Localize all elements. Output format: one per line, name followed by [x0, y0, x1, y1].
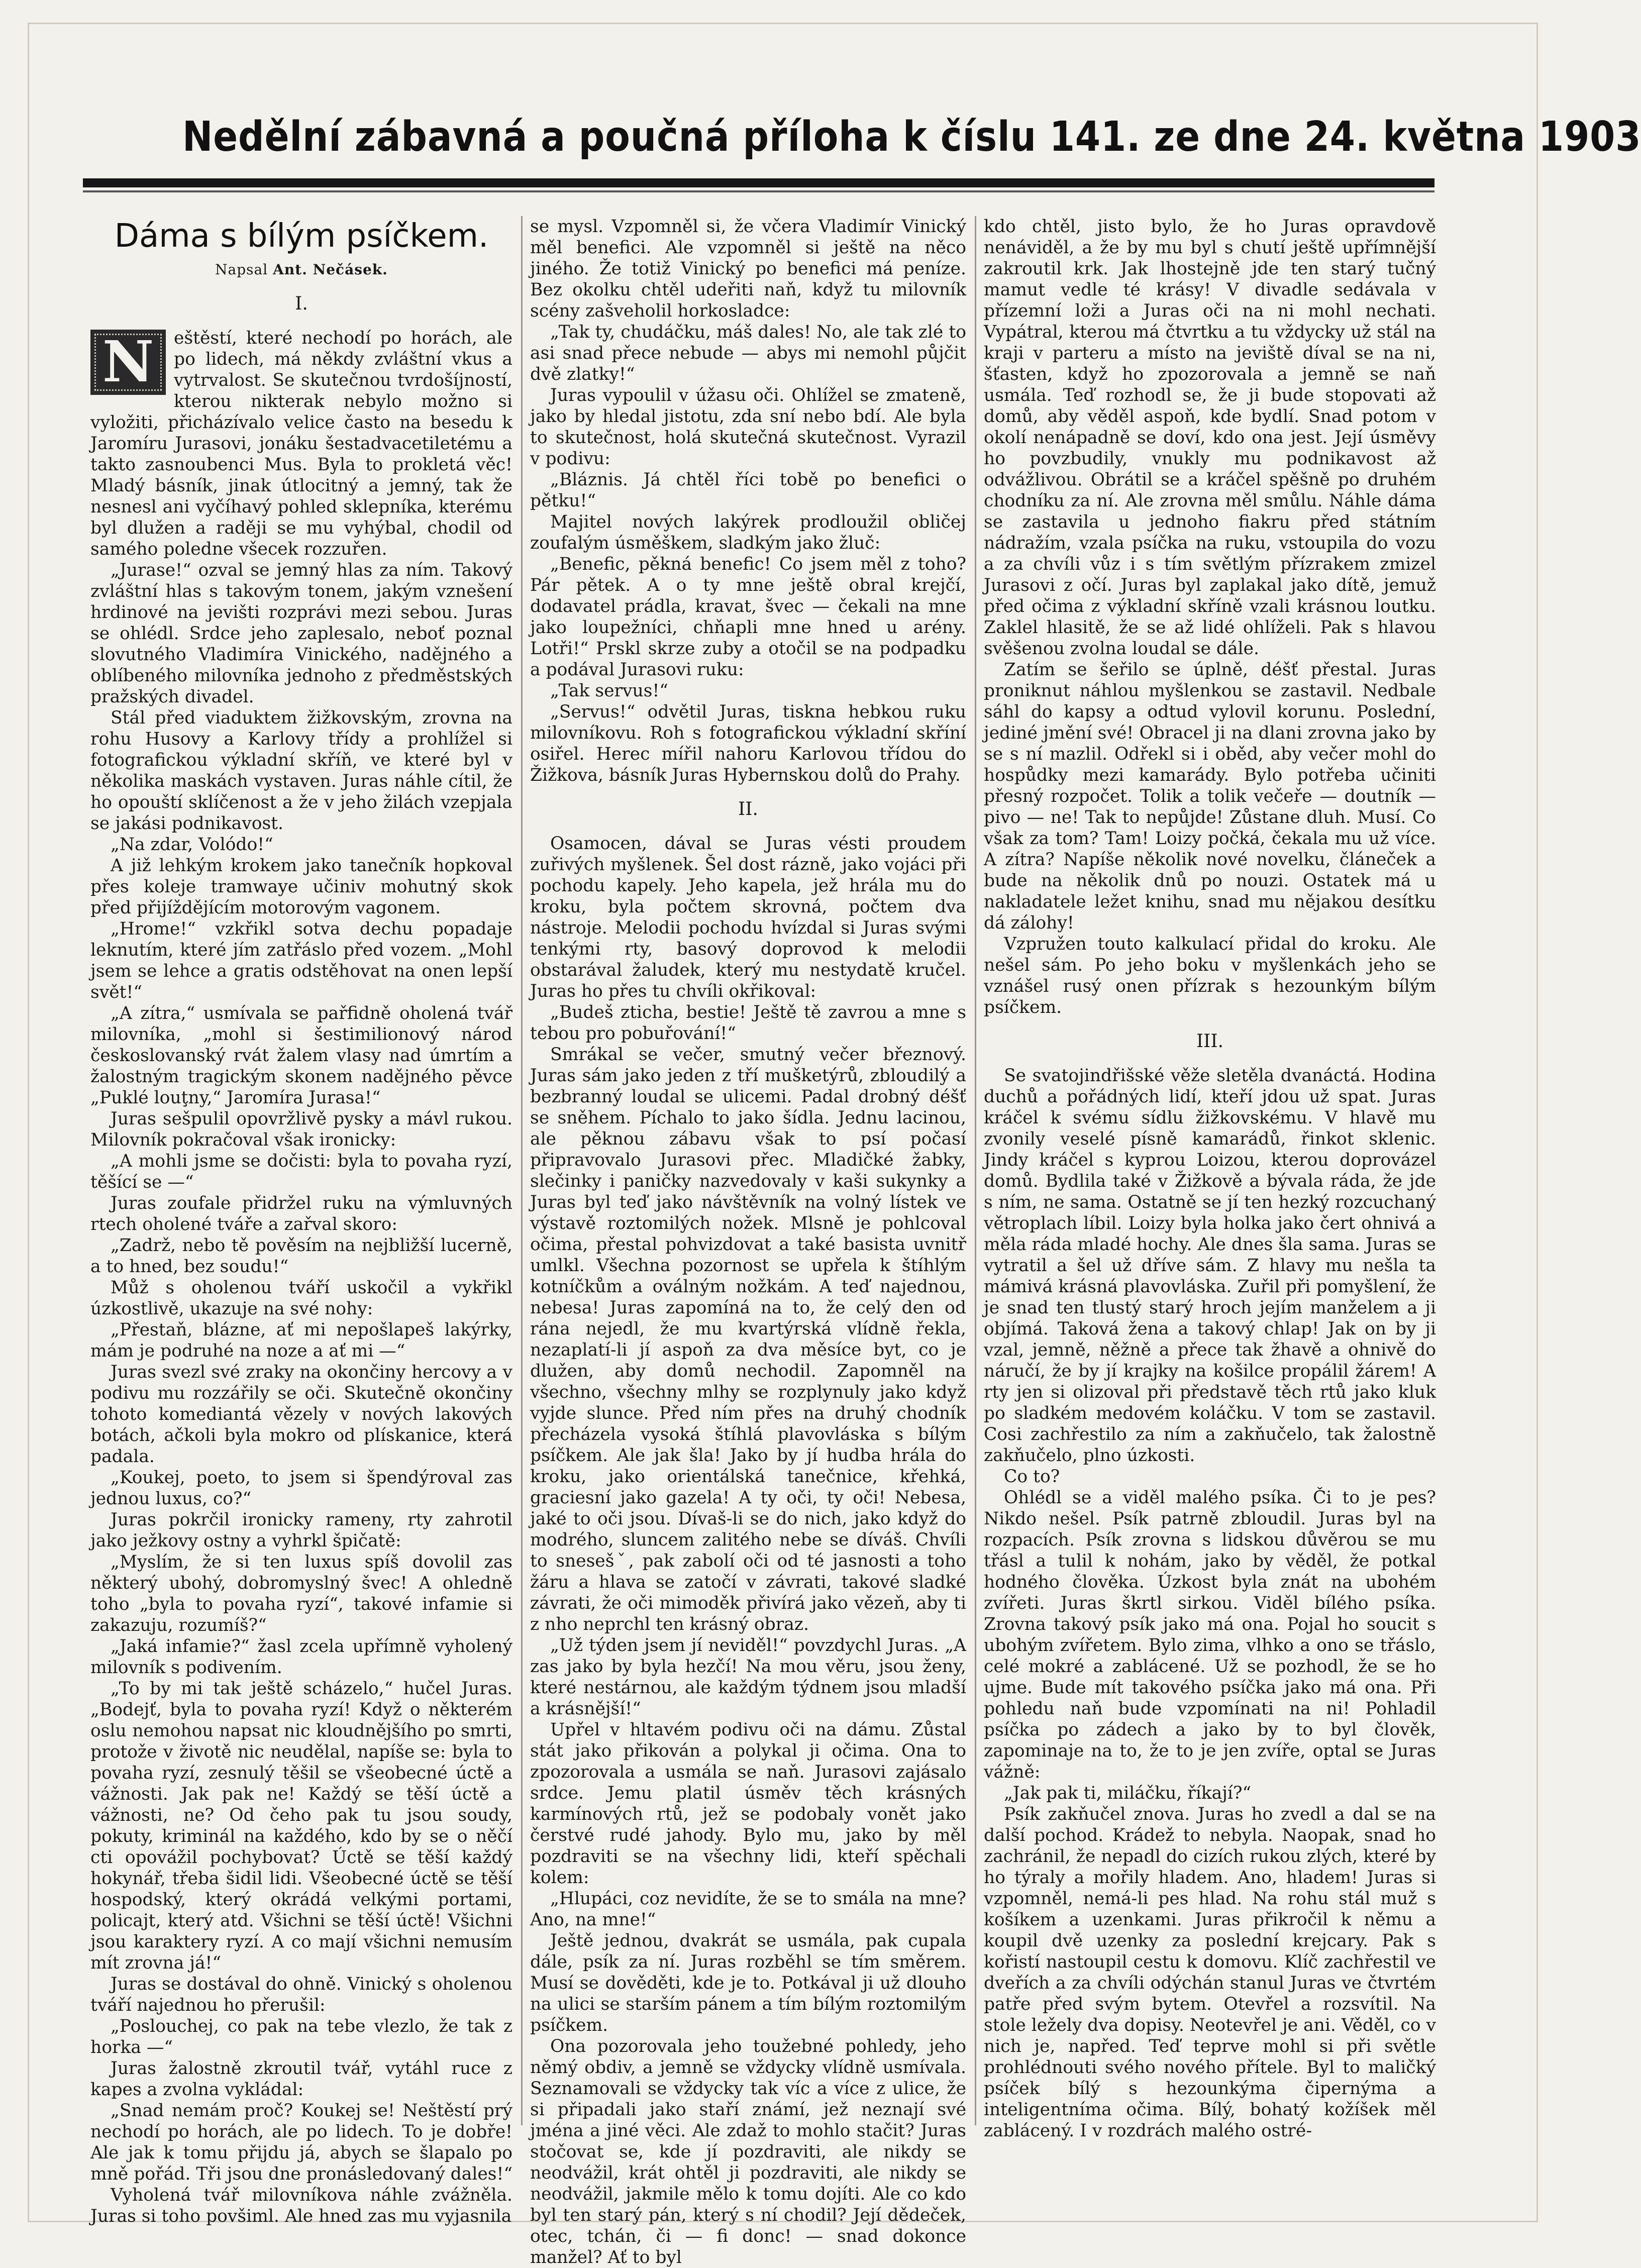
paragraph: Juras svezl své zraky na okončiny hercovy a v podivu mu rozzářily se oči. Skutečně okončiny tohoto komediantá vězely v nových lakových botách, ačkoli byla mokro od plískanice, která padala.	[90, 1362, 512, 1467]
masthead: Nedělní zábavná a poučná příloha k číslu 141. ze dne 24. května 1903	[182, 113, 1641, 161]
paragraph: Ohlédl se a viděl malého psíka. Či to je pes? Nikdo nešel. Psík patrně zbloudil. Juras byl na rozpacích. Psík zrovna s lidskou důvěrou se mu třásl a tulil k nohám, jako by věděl, že potkal hodného člověka. Úzkost byla znát na ubohém zvířeti. Juras škrtl sirkou. Viděl bílého psíka. Zrovna takový psík jako má ona. Pojal ho soucit s ubohým zvířetem. Bylo zima, vlhko a ono se třáslo, celé mokré a zablácené. Už se pozhodl, že se ho ujme. Bude mít takového psíčka jako má ona. Při pohledu naň bude vzpomínati na ni! Pohladil psíčka po zádech a jako by to byl člověk, zapominaje na to, že to je jen zvíře, optal se Juras vážně:	[984, 1488, 1436, 1782]
paragraph: Juras žalostně zkroutil tvář, vytáhl ruce z kapes a zvolna vykládal:	[90, 2058, 512, 2100]
paragraph: „Snad nemám proč? Koukej se! Neštěstí prý nechodí po horách, ale po lidech. To je dobře! Ale jak k tomu přijdu já, abych se šlapalo po mně pořád. Tři jsou dne pronásledovaný dales!“	[90, 2101, 512, 2184]
paragraph: „Zadrž, nebo tě pověsím na nejbližší lucerně, a to hned, bez soudu!“	[90, 1235, 512, 1277]
paragraph: „Hlupáci, coz nevidíte, že se to smála na mne? Ano, na mne!“	[530, 1889, 966, 1930]
paragraph: Se svatojindřišské věže sletěla dvanáctá. Hodina duchů a pořádných lidí, kteří jdou už spat. Juras kráčel k svému sídlu žižkovskému. V hlavě mu zvonily veselé písně kamarádů, řinkot sklenic. Jindy kráčel s kyprou Loizou, kterou doprovázel domů. Bydlila také v Žižkově a bývala ráda, že jde s ním, ne sama. Ostatně se jí ten hezký rozcuchaný větroplach líbil. Loizy byla holka jako čert ohnivá a měla ráda mladé hochy. Ale dnes šla sama. Juras se vytratil a šel už dříve sám. Z hlavy mu nešla ta mámivá krásná plavovláska. Zuřil při pomyšlení, že je snad ten tlustý starý hroch jejím manželem a ji objímá. Taková žena a takový chlap! Jak on by ji vzal, jemně, něžně a přece tak žhavě a ohnivě do náručí, že by jí krajky na košilce propálil žárem! A rty jen si olizoval při představě těch rtů jako kluk po sladkém medovém koláčku. V tom se zastavil. Cosi zachřestilo za ním a zakňučelo, tak žalostně zakňučelo, plno úzkosti.	[984, 1066, 1436, 1466]
section-heading: I.	[295, 293, 308, 314]
paragraph: Juras sešpulil opovržlivě pysky a mávl rukou. Milovník pokračoval však ironicky:	[90, 1109, 512, 1150]
paragraph: „Koukej, poeto, to jsem si špendýroval zas jednou luxus, co?“	[90, 1468, 512, 1509]
paragraph: Upřel v hltavém podivu oči na dámu. Zůstal stát jako přikován a polykal ji očima. Ona to zpozorovala a usmála se naň. Jurasovi zajásalo srdce. Jemu platil úsměv těch krásných karmínových rtů, jež se podobaly vonět jako čerstvé rudé jahody. Bylo mu, jako by měl pozdraviti se na všechny lidi, kteří spěchali kolem:	[530, 1720, 966, 1888]
column-2-part-a	[530, 216, 966, 786]
section-heading: II.	[738, 799, 758, 819]
column-divider-1	[521, 216, 523, 2125]
paragraph: se mysl. Vzpomněl si, že včera Vladimír Vinický měl benefici. Ale vzpomněl si ještě na něco jiného. Že totiž Vinický po benefici má peníze. Bez okolku chtěl udeřiti naň, když tu milovník scény zašveholil horkosladce:	[530, 217, 966, 321]
column-2-part-b	[530, 833, 966, 2268]
paragraph: Vzpružen touto kalkulací přidal do kroku. Ale nešel sám. Po jeho boku v myšlenkách jeho se vznášel rusý onen přízrak s hezounkým bílým psíčkem.	[984, 934, 1436, 1017]
paragraph: „Hrome!“ vzkřikl sotva dechu popadaje leknutím, které jím zatřáslo před vozem. „Mohl jsem se lehce a gratis odstěhovat na onen lepší svět!“	[90, 919, 512, 1002]
paragraph: „Benefic, pěkná benefic! Co jsem měl z toho? Pár pětek. A o ty mne ještě obral krejčí, dodavatel prádla, kravat, švec — čekali na mne jako loupežníci, chňapli mne hned u arény. Lotři!“ Prskl skrze zuby a otočil se na podpadku a podával Jurasovi ruku:	[530, 554, 966, 680]
article-title: Dáma s bílým psíčkem.	[114, 218, 489, 255]
paragraph: eštěstí, které nechodí po horách, ale po lidech, má někdy zvláštní vkus a vytrvalost. Se skutečnou tvrdošíjností, kterou nikterak nebylo možno si vyložiti, přicházívalo velice často na besedu k Jaromíru Jurasovi, jonáku šestadvacetiletému a takto zasnoubenci Mus. Byla to prokletá věc! Mladý básník, jinak útlocitný a jemný, tak že nesnesl ani vyčíhavý pohled sklepníka, kterému byl dlužen a raději se mu vyhýbal, chodil od samého poledne všecek rozzuřen.	[90, 328, 512, 559]
paragraph: Majitel nových lakýrek prodloužil obličej zoufalým úsměškem, sladkým jako žluč:	[530, 512, 966, 553]
column-3-part-a	[984, 216, 1436, 1018]
drop-cap-letter: N	[102, 329, 154, 395]
paragraph: Zatím se šeřilo se úplně, déšť přestal. Juras proniknut náhlou myšlenkou se zastavil. Nedbale sáhl do kapsy a odtud vylovil korunu. Poslední, jediné jmění své! Obracel ji na dlani zrovna jako by se s ní mazlil. Odřekl si i oběd, aby večer mohl do hospůdky mezi kamarády. Bylo potřeba učiniti přesný rozpočet. Tolik a tolik večeře — doutník — pivo — ne! Tak to nepůjde! Zůstane dluh. Musí. Co však za tom? Tam! Loizy počká, čekala mu už více. A zítra? Napíše několik nové novelku, článeček a bude na několik dnů po nouzi. Ostatek má u nakladatele ležet knihu, snad mu nějakou desítku dá zálohy!	[984, 660, 1436, 933]
paragraph: „Tak ty, chudáčku, máš dales! No, ale tak zlé to asi snad přece nebude — abys mi nemohl půjčit dvě zlatky!“	[530, 322, 966, 384]
paragraph: „A mohli jsme se dočisti: byla to povaha ryzí, těšící se —“	[90, 1151, 512, 1192]
paragraph: „Myslím, že si ten luxus spíš dovolil zas některý ubohý, dobromyslný švec! A ohledně toho „byla to povaha ryzí“, takové infamie si zakazuju, rozumíš?“	[90, 1552, 512, 1635]
paragraph: „Jak pak ti, miláčku, říkají?“	[1004, 1783, 1252, 1803]
byline-author: Ant. Nečásek.	[273, 261, 388, 278]
masthead-rule-thin	[83, 190, 1434, 192]
paragraph: Juras se dostával do ohně. Vinický s oholenou tváří najednou ho přerušil:	[90, 1974, 512, 2015]
paragraph: „A zítra,“ usmívala se pařfidně oholená tvář milovníka, „mohl si šestimilionový národ českoslovanský rvát žalem vlasy nad úmrtím a žalostným tragickým skonem nadějného pěvce „Puklé louţny,“ Jaromíra Jurasa!“	[90, 1003, 512, 1108]
paragraph: „Servus!“ odvětil Juras, tiskna hebkou ruku milovníkovu. Roh s fotografickou výkladní skříní osiřel. Herec mířil nahoru Karlovou třídou do Žižkova, básník Juras Hybernskou dolů do Prahy.	[530, 702, 966, 785]
column-divider-2	[975, 216, 976, 2125]
column-3-part-b	[984, 1065, 1436, 2141]
byline-prefix: Napsal	[215, 261, 268, 278]
section-heading: III.	[1196, 1031, 1224, 1052]
paragraph: „Jurase!“ ozval se jemný hlas za ním. Takový zvláštní hlas s takovým tonem, jakým vznešení hrdinové na jevišti rozprávi mezi sebou. Juras se ohlédl. Srdce jeho zaplesalo, neboť poznal slovutného Vladimíra Vinického, nadějného a oblíbeného milovníka jednoho z předměstských pražských divadel.	[90, 560, 512, 707]
column-2	[530, 216, 966, 2267]
paragraph: Ona pozorovala jeho toužebné pohledy, jeho němý obdiv, a jemně se vždycky vlídně usmívala. Seznamovali se vždycky tak víc a více z ulice, že si připadali jako staří známí, jež neznají své jména a jiné věci. Ale zdaž to mohlo stačit? Juras stočovat se, kde jí pozdraviti, ale nikdy se neodvážil, krát ohtěl ji pozdraviti, ale nikdy se neodvážil, jakmile mělo k tomu dojíti. Ale co kdo byl ten starý pán, který s ní chodil? Její dědeček, otec, tchán, či — fi donc! — snad dokonce manžel? Ať to byl	[530, 2036, 966, 2267]
paragraph: „Budeš zticha, bestie! Ještě tě zavrou a mne s tebou pro pobuřování!“	[530, 1002, 966, 1044]
paragraph: „Jaká infamie?“ žasl zcela upřímně vyholený milovník s podivením.	[90, 1636, 512, 1678]
paragraph: Vyholená tvář milovníkova náhle zvážněla. Juras si toho povšiml. Ale hned zas mu vyjasnila	[90, 2185, 512, 2226]
paragraph: Ještě jednou, dvakrát se usmála, pak cupala dále, psík za ní. Juras rozběhl se tím směrem. Musí se dověděti, kde je to. Potkával ji už dlouho na ulici se starším pánem a tím bílým roztomilým psíčkem.	[530, 1931, 966, 2035]
paragraph: Smrákal se večer, smutný večer březnový. Juras sám jako jeden z tří mušketýrů, zbloudilý a bezbranný loudal se ulicemi. Padal drobný déšť se sněhem. Píchalo to jako šídla. Jednu lacinou, ale pěknou zábavu však to psí počasí připravovalo Jurasovi přec. Mladičké žabky, slečinky i paničky nazvedovaly v kaši sukynky a Juras byl teď jako návštěvník na volný lístek ve výstavě roztomilých nožek. Mlsně je pohlcoval očima, přestal pohvizdovat a také basista uvnitř umlkl. Všechna pozornost se upřela k štíhlým kotníčkům a oválným nožkám. A teď najednou, nebesa! Juras zapomíná na to, že celý den od rána nejedl, že mu kvartýrská vlídně řekla, nezaplatí-li jí aspoň za dva měsíce byt, co je dlužen, aby domů nechodil. Zapomněl na všechno, všechny mlhy se rozplynuly jako když vyjde slunce. Před ním přes na druhý chodník přecházela vysoká štíhlá plavovláska s bílým psíčkem. Ale jak šla! Jako by jí hudba hrála do kroku, jako orientálská tanečnice, křehká, graciesní jako gazela! A ty oči, ty oči! Nebesa, jaké to oči jsou. Dívaš-li se do nich, jako když do modrého, sluncem zalitého nebe se díváš. Chvíli to snesešˇ, pak zabolí oči od té jasnosti a toho žáru a hlava se zatočí v závrati, takové sladké závrati, že oči mimoděk přivírá jako vězeň, aby ti z nho neprchl ten krásný obraz.	[530, 1045, 966, 1634]
paragraph: „Na zdar, Volódo!“	[111, 835, 273, 855]
paragraph: „Poslouchej, co pak na tebe vlezlo, že tak z horka —“	[90, 2016, 512, 2057]
drop-cap	[90, 330, 166, 395]
paragraph: „Bláznis. Já chtěl říci tobě po benefici o pětku!“	[530, 470, 966, 511]
paragraph: Osamocen, dával se Juras vésti proudem zuřivých myšlenek. Šel dost rázně, jako vojáci při pochodu kapely. Jeho kapela, jež hrála mu do kroku, byla počtem skrovná, počtem dva nástroje. Melodii pochodu hvízdal si Juras svými tenkými rty, basový doprovod k melodii obstarával žaludek, který mu nestydatě kručel. Juras ho přes tu chvíli okřikoval:	[530, 834, 966, 1001]
paragraph: Juras zoufale přidržel ruku na výmluvných rtech oholené tváře a zařval skoro:	[90, 1193, 512, 1234]
paragraph: „To by mi tak ještě scházelo,“ hučel Juras. „Bodejť, byla to povaha ryzí! Když o některém oslu nemohou napsat nic kloudnějšího po smrti, protože v životě nic neudělal, napíše se: byla to povaha ryzí, zesnulý těšil se všeobecné úctě a vážnosti. Jak pak ne! Každý se těší úctě a vážnosti, ne? Od čeho pak tu jsou soudy, pokuty, kriminál na každého, kdo by se o něčí cti opovážil pochybovat? Úctě se těší každý hokynář, třeba šidil lidi. Všeobecné úctě se těší hospodský, který okrádá velkými portami, policajt, který atd. Všichni se těší úctě! Všichni jsou karaktery ryzí. A co mají všichni nemusím mít zrovna já!“	[90, 1679, 512, 1973]
column-1-body	[90, 328, 512, 2227]
paragraph: kdo chtěl, jisto bylo, že ho Juras opravdově nenáviděl, a že by mu byl s chutí ještě upřímnější zakroutil krk. Jak lhostejně jde ten starý tučný mamut vedle té krásy! V divadle sedávala v přízemní loži a Juras oči na ni mohl nechati. Vypátral, kterou má čtvrtku a tu vždycky už stál na kraji v parteru a místo na jeviště díval se na ni, šťasten, když ho zpozorovala a jemně se naň usmála. Teď rozhodl se, že ji bude stopovati až domů, aby věděl aspoň, kde bydlí. Snad potom v okolí nenápadně se doví, kdo ona jest. Její úsměvy ho povzbudily, vnukly mu podnikavost až odvážlivou. Obrátil se a kráčel spěšně po druhém chodníku za ní. Ale zrovna měl smůlu. Náhle dáma se zastavila u jednoho fiakru před státním nádražím, vzala psíčka na ruku, vstoupila do vozu a za chvíli vůz i s tím světlým přízrakem zmizel Jurasovi z očí. Juras byl zaplakal jako dítě, jemuž před očima z výkladní skříně vzali krásnou loutku. Zaklel hlasitě, že se až lidé ohlíželi. Pak s hlavou svěšenou zvolna loudal se dále.	[984, 217, 1436, 659]
paragraph: „Přestaň, blázne, ať mi nepošlapeš lakýrky, mám je podruhé na noze a ať mi —“	[90, 1320, 512, 1361]
paragraph: Juras pokrčil ironicky rameny, rty zahrotil jako ježkovy ostny a vyhrkl špičatě:	[90, 1510, 512, 1551]
paragraph: A již lehkým krokem jako tanečník hopkoval přes koleje tramwaye učiniv mohutný skok před přijíždějícím motorovým vagonem.	[90, 856, 512, 918]
column-3	[984, 216, 1436, 2141]
masthead-rule	[83, 178, 1434, 187]
paragraph: „Tak servus!“	[550, 681, 668, 701]
paragraph: „Už týden jsem jí neviděl!“ povzdychl Juras. „A zas jako by byla hezčí! Na mou věru, jsou ženy, které nestárnou, ale každým týdnem jsou mladší a krásnější!“	[530, 1635, 966, 1719]
paragraph: Psík zakňučel znova. Juras ho zvedl a dal se na další pochod. Krádež to nebyla. Naopak, snad ho zachránil, že nepadl do cizích rukou zlých, které by ho týraly a mořily hladem. Ano, hladem! Juras si vzpomněl, nemá-li pes hlad. Na rohu stál muž s košíkem a uzenkami. Juras přikročil k němu a koupil dvě uzenky za poslední krejcary. Pak s kořistí nastoupil cestu k domovu. Klíč zachřestil ve dveřích a za chvíli odýchán stanul Juras ve čtvrtém patře před svým bytem. Otevřel a rozsvítil. Na stole ležely dva dopisy. Neotevřel je ani. Věděl, co v nich je, napřed. Teď teprve mohl si při světle prohlédnouti svého nového přítele. Byl to maličký psíček bílý s hezounkýma čipernýma a inteligentníma očima. Bílý, bohatý kožíšek měl zablácený. I v rozdrách malého ostré-	[984, 1804, 1436, 2141]
paragraph: Můž s oholenou tváří uskočil a vykřikl úzkostlivě, ukazuje na své nohy:	[90, 1278, 512, 1319]
column-1	[90, 216, 512, 2226]
paragraph: Co to?	[1004, 1467, 1060, 1487]
paragraph: Juras vypoulil v úžasu oči. Ohlížel se zmateně, jako by hledal jistotu, zda sní nebo bdí. Ale byla to skutečnost, holá skutečná skutečnost. Vyrazil v podivu:	[530, 385, 966, 469]
paragraph: Stál před viaduktem žižkovským, zrovna na rohu Husovy a Karlovy třídy a prohlížel si fotografickou výkladní skříň, ve které byl v několika maskách vystaven. Juras náhle cítil, že ho opouští sklíčenost a že v jeho žilách vzepjala se jakási podnikavost.	[90, 708, 512, 834]
byline	[90, 259, 512, 280]
